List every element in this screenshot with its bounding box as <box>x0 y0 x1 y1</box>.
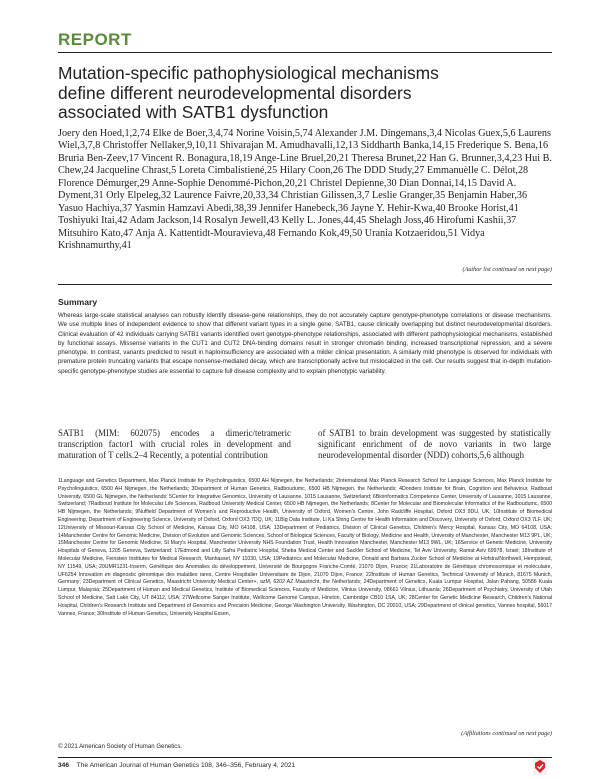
summary-heading: Summary <box>58 297 98 307</box>
page-number: 346 <box>58 762 70 769</box>
body-text-left: SATB1 (MIM: 602075) encodes a dimeric/tetrameric transcription factor1 with crucial roles in development and maturation of T cells.2–4 Recently, a potential contribution <box>58 428 291 460</box>
affiliations: 1Language and Genetics Department, Max Planck Institute for Psycholinguistics, 6500 AH Nijmegen, the Netherlands; 2International Max Planck Research School for Language Sciences, Max Planck Institute for Psycholinguistics, 6500 AH Nijmegen, the Netherlands; 3Department of Human Genetics, Radboudumc, 6500 HB Nijmegen, the Netherlands; 4Donders Institute for Brain, Cognition and Behaviour, Radboud University, 6500 GL Nijmegen, the Netherlands; 5Center for Integrative Genomics, University of Lausanne, 1015 Lausanne, Switzerland; 6Bioinformatics Competence Center, University of Lausanne, 1015 Lausanne, Switzerland; 7Radboud Institute for Molecular Life Sciences, Radboud University Medical Center, 6500 HB Nijmegen, the Netherlands; 8Center for Molecular and Biomolecular Informatics of the Radboudumc, 6500 HB Nijmegen, the Netherlands; 9Nuffield Department of Women's and Reproductive Health, University of Oxford, Women's Centre, John Radcliffe Hospital, Oxford OX3 9DU, UK; 10Institute of Biomedical Engineering, Department of Engineering Science, University of Oxford, Oxford OX3 7DQ, UK; 11Big Data Institute, Li Ka Shing Centre for Health Information and Discovery, University of Oxford, Oxford OX3 7LF, UK; 12University of Missouri-Kansas City School of Medicine, Kansas City, MO 64108, USA; 13Department of Pediatrics, Division of Clinical Genetics, Children's Mercy Hospital, Kansas City, MO 64108, USA; 14Manchester Centre for Genomic Medicine, Division of Evolution and Genomic Sciences, School of Biological Sciences, Faculty of Biology, Medicine and Health, University of Manchester, Manchester M13 9PL, UK; 15Manchester Centre for Genomic Medicine, St Mary's Hospital, Manchester University NHS Foundation Trust, Health Innovation Manchester, Manchester M13 9WL, UK; 16Service of Genetic Medicine, University Hospitals of Geneva, 1205 Geneva, Switzerland; 17Edmond and Lilly Safra Pediatric Hospital, Sheba Medical Center and Sackler School of Medicine, Tel Aviv University, Ramat Aviv 69978, Israel; 18Institute of Molecular Medicine, Feinstein Institutes for Medical Research, Manhasset, NY 11030, USA; 19Pediatrics and Molecular Medicine, Donald and Barbara Zucker School of Medicine at Hofstra/Northwell, Hempstead, NY 11549, USA; 20UMR1231-Inserm, Génétique des Anomalies du développement, Université de Bourgogne Franche-Comté, 21070 Dijon, France; 21Laboratoire de Génétique chromosomique et moléculaire, UF6254 Innovation en diagnostic génomique des maladies rares, Centre Hospitalier Universitaire de Dijon, 21070 Dijon, France; 22Institute of Human Genetics, Technical University of Munich, 81675 Munich, Germany; 23Department of Clinical Genetics, Maastricht University Medical Center+, azM, 6202 AZ Maastricht, the Netherlands; 24Department of Genetics, Kuala Lumpur Hospital, Jalan Pahang, 50586 Kuala Lumpur, Malaysia; 25Department of Human and Medical Genetics, Institute of Biomedical Sciences, Faculty of Medicine, Vilnius University, 08661 Vilnius, Lithuania; 26Department of Psychiatry, University of Utah School of Medicine, Salt Lake City, UT 84112, USA; 27Wellcome Sanger Institute, Wellcome Genome Campus, Hinxton, Cambridge CB10 1SA, UK; 28Center for Genetic Medicine Research, Children's National Hospital, Children's Research Institute and Department of Genomics and Precision Medicine, George Washington University, Washington, DC 20010, USA; 29Department of clinical genetics, Vannes hospital, 56017 Vannes, France; 30Institute of Human Genetics, University Hospital Essen, <box>58 478 552 617</box>
header-rule <box>58 52 552 53</box>
article-title: Mutation-specific pathophysiological mechanisms define different neurodevelopmental disorders associated with SATB1 dysfunction <box>58 63 439 122</box>
page-footer <box>58 762 295 769</box>
affiliations-continued-note: (Affiliations continued on next page) <box>461 730 552 737</box>
author-list: Joery den Hoed,1,2,74 Elke de Boer,3,4,74 Norine Voisin,5,74 Alexander J.M. Dingemans,3,4 Nicolas Guex,5,6 Laurens Wiel,3,7,8 Christoffer Nellaker,9,10,11 Shivarajan M. Amudhavalli,12,13 Siddharth Banka,14,15 Frederique S. Bena,16 Bruria Ben-Zeev,17 Vincent R. Bonagura,18,19 Ange-Line Bruel,20,21 Theresa Brunet,22 Han G. Brunner,3,4,23 Hui B. Chew,24 Jacqueline Chrast,5 Loreta Cimbalistiené,25 Hilary Coon,26 The DDD Study,27 Emmanuèlle C. Délot,28 Florence Démurger,29 Anne-Sophie Denommé-Pichon,20,21 Christel Depienne,30 Dian Donnai,14,15 David A. Dyment,31 Orly Elpeleg,32 Laurence Faivre,20,33,34 Christian Gilissen,3,7 Leslie Granger,35 Benjamin Haber,36 Yasuo Hachiya,37 Yasmin Hamzavi Abedi,38,39 Jennifer Hanebeck,36 Jayne Y. Hehir-Kwa,40 Brooke Horist,41 Toshiyuki Itai,42 Adam Jackson,14 Rosalyn Jewell,43 Kelly L. Jones,44,45 Shelagh Joss,46 Hirofumi Kashii,37 Mitsuhiro Kato,47 Anja A. Kattentidt-Mouravieva,48 Fernando Kok,49,50 Urania Kotzaeridou,51 Vidya Krishnamurthy,41 <box>58 128 552 252</box>
body-text-right: of SATB1 to brain development was suggested by statistically significant enrichment of de novo variants in two large neurodevelopmental disorder (NDD) cohorts,5,6 although <box>318 428 551 460</box>
journal-citation: The American Journal of Human Genetics 108, 346–356, February 4, 2021 <box>76 762 296 769</box>
copyright: © 2021 American Society of Human Genetics. <box>58 743 183 750</box>
authors-continued-note: (Author list continued on next page) <box>462 266 552 273</box>
summary-text: Whereas large-scale statistical analyses can robustly identify disease-gene relationships, they do not accurately capture genotype-phenotype correlations or disease mechanisms. We use multiple lines of independent evidence to show that different variant types in a single gene, SATB1, cause clinically overlapping but distinct neurodevelopmental disorders. Clinical evaluation of 42 individuals carrying SATB1 variants identified overt genotype-phenotype relationships, associated with different pathophysiological mechanisms, established by functional assays. Missense variants in the CUT1 and CUT2 DNA-binding domains result in stronger chromatin binding, increased transcriptional repression, and a severe phenotype. In contrast, variants predicted to result in haploinsufficiency are associated with a milder clinical presentation. A similarly mild phenotype is observed for individuals with premature protein truncating variants that escape nonsense-mediated decay, which are transcriptionally active but mislocalized in the cell. Our results suggest that in-depth mutation-specific genotype-phenotype studies are essential to capture full disease complexity and to explain phenotypic variability. <box>58 312 552 375</box>
summary-rule <box>58 284 552 285</box>
check-for-updates-icon[interactable] <box>533 758 547 775</box>
footer-rule <box>58 757 552 758</box>
section-label: REPORT <box>58 30 132 49</box>
